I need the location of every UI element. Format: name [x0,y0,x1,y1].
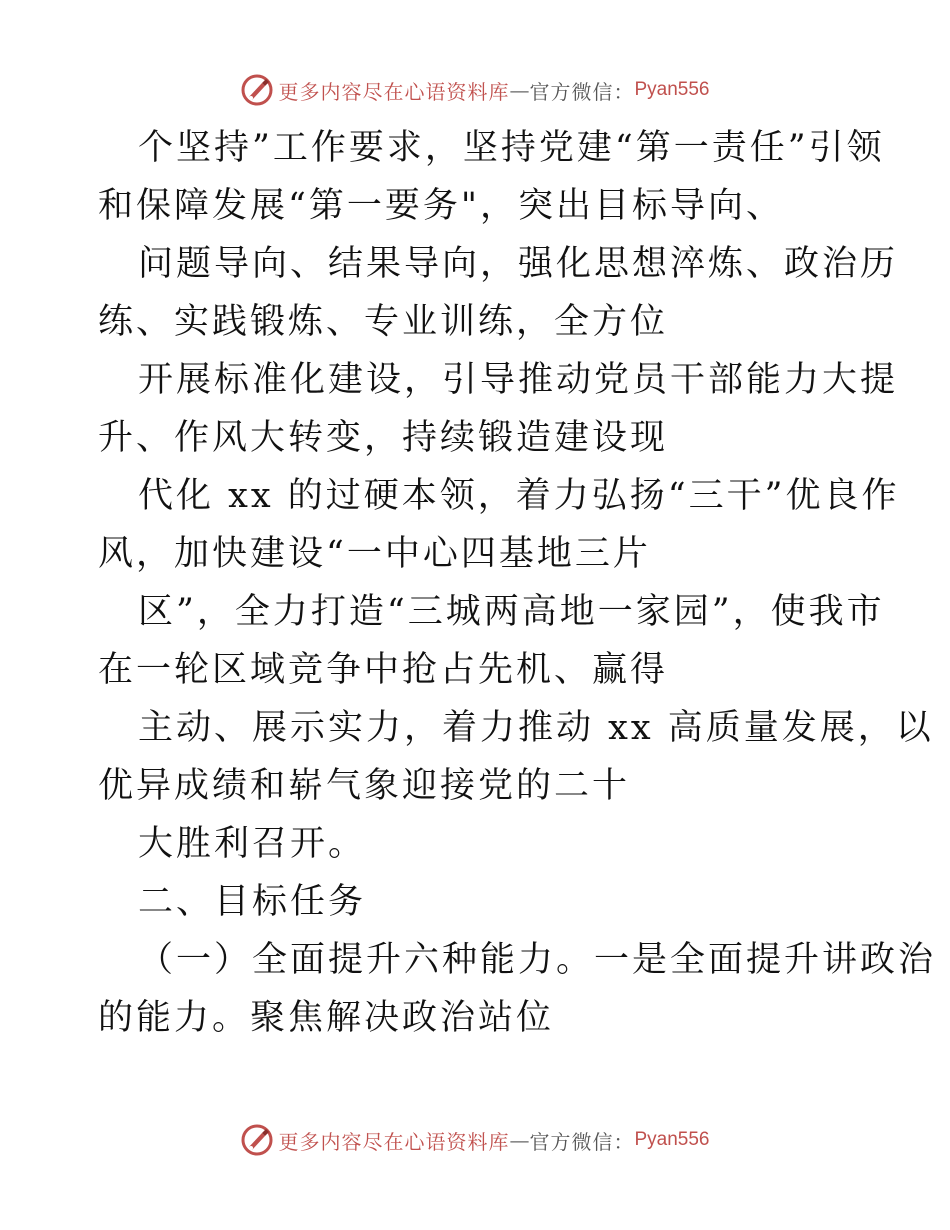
text-line: 优异成绩和崭气象迎接党的二十 [98,766,631,806]
text-line: 开展标准化建设，引导推动党员干部能力大提 [138,360,899,400]
watermark-wechat-id: Pyan556 [634,1129,710,1150]
section-heading: 二、目标任务 [138,882,367,922]
watermark-dash: — [509,78,530,102]
text-line: 在一轮区域竞争中抢占先机、赢得 [98,650,669,690]
watermark-main-text: 更多内容尽在心语资料库 [278,79,510,104]
header-watermark [0,70,950,110]
text-line: 代化 xx 的过硬本领，着力弘扬“三干”优良作 [138,476,900,516]
pen-logo-icon [240,73,274,107]
watermark-wechat-label: 官方微信： [529,1129,635,1154]
watermark-wechat-id: Pyan556 [634,79,710,100]
text-line: 风，加快建设“一中心四基地三片 [98,534,651,574]
pen-logo-icon [240,1123,274,1157]
text-line: 练、实践锻炼、专业训练，全方位 [98,302,669,342]
text-line: 的能力。聚焦解决政治站位 [98,998,555,1038]
text-line: 升、作风大转变，持续锻造建设现 [98,418,669,458]
watermark-main-text: 更多内容尽在心语资料库 [278,1129,510,1154]
text-line: 大胜利召开。 [138,824,367,864]
text-line: （一）全面提升六种能力。一是全面提升讲政治 [138,940,937,980]
watermark-wechat-label: 官方微信： [529,79,635,104]
text-line: 问题导向、结果导向，强化思想淬炼、政治历 [138,244,899,284]
watermark-dash: — [509,1128,530,1152]
footer-watermark [0,1120,950,1160]
text-line: 个坚持”工作要求，坚持党建“第一责任”引领 [138,128,885,168]
text-line: 主动、展示实力，着力推动 xx 高质量发展，以 [138,708,934,748]
text-line: 区”，全力打造“三城两高地一家园”，使我市 [138,592,885,632]
text-line: 和保障发展“第一要务"，突出目标导向、 [98,186,784,226]
